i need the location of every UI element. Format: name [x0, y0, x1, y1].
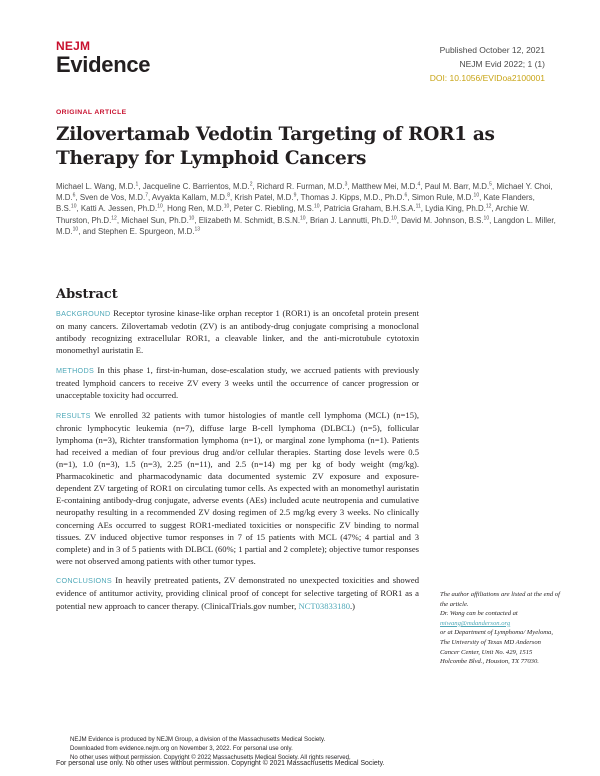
author-affiliation: 12 [485, 203, 492, 210]
author-name: Richard R. Furman, M.D. [256, 182, 345, 191]
published-date: Published October 12, 2021 [439, 45, 545, 55]
journal-logo[interactable] [56, 40, 150, 76]
page-footer [56, 735, 556, 771]
author-affiliation: 10 [70, 203, 77, 210]
author-name: Thomas J. Kipps, M.D., Ph.D. [300, 193, 405, 203]
author-affiliation: 10 [223, 203, 230, 210]
author [98, 227, 200, 236]
author-name: Patricia Graham, B.H.S.A. [323, 204, 416, 214]
author-affiliation: 10 [483, 214, 490, 221]
author-name: Avyakta Kallam, M.D. [151, 193, 228, 203]
affiliations-note: The author affiliations are listed at the end of the article. [440, 591, 560, 608]
doi-link[interactable]: DOI: 10.1056/EVIDoa2100001 [429, 73, 545, 83]
author-name: Archie W. Thurston, Ph.D. [56, 204, 530, 225]
author-name: Paul M. Barr, M.D. [424, 182, 490, 191]
abstract-methods [56, 364, 419, 401]
author-affiliation: 7 [145, 192, 148, 199]
author-name: Kate Flanders, B.S. [56, 193, 535, 214]
author [121, 216, 194, 225]
author-name: Sven de Vos, M.D. [79, 193, 146, 203]
abstract-body [56, 307, 419, 619]
author-name: Hong Ren, M.D. [167, 204, 224, 214]
results-label: RESULTS [56, 410, 91, 420]
methods-text: In this phase 1, first-in-human, dose-escalation study, we accrued patients with previously treated lymphoid cancers to receive ZV every 3 weeks until the occurrence of cancer progression or unacceptable toxicity had occurred. [56, 364, 419, 401]
author [310, 216, 397, 225]
author [80, 193, 148, 202]
author-sidenote [440, 590, 560, 667]
author-name: Michael Y. Choi, M.D. [56, 182, 553, 203]
footer-line-1: NEJM Evidence is produced by NEJM Group, a division of the Massachusetts Medical Society. [70, 736, 326, 743]
author-name: David M. Johnson, B.S. [401, 215, 484, 225]
conclusions-label: CONCLUSIONS [56, 576, 113, 586]
abstract-background [56, 307, 419, 356]
author-affiliation: 6 [72, 192, 76, 199]
methods-label: METHODS [56, 365, 95, 375]
author [401, 216, 489, 225]
logo-evidence: Evidence [56, 52, 151, 77]
conclusions-end: .) [350, 600, 356, 611]
trial-number-link[interactable]: NCT03833180 [298, 600, 350, 611]
author-name: Katti A. Jessen, Ph.D. [80, 204, 158, 214]
author-affiliation: 10 [300, 214, 306, 221]
author-name: Simon Rule, M.D. [411, 193, 474, 203]
publication-info [430, 43, 545, 85]
author [412, 193, 479, 202]
author-name: Michael L. Wang, M.D. [56, 182, 136, 191]
author [199, 216, 306, 225]
author-name: Langdon L. Miller, M.D. [56, 215, 556, 236]
author-affiliation: 11 [415, 203, 421, 210]
footer-line-2: Downloaded from evidence.nejm.org on November 3, 2022. For personal use only. [70, 745, 293, 752]
author [257, 182, 347, 191]
journal-citation: NEJM Evid 2022; 1 (1) [459, 59, 545, 69]
author-affiliation: 10 [72, 226, 79, 233]
author-affiliation: 1 [135, 181, 139, 188]
author-name: Stephen E. Spurgeon, M.D. [97, 226, 195, 236]
author-name: Matthew Mei, M.D. [351, 182, 418, 191]
author-name: Lydia King, Ph.D. [425, 204, 486, 214]
author-affiliation: 5 [489, 181, 492, 188]
article-type: ORIGINAL ARTICLE [56, 109, 127, 116]
author [167, 204, 229, 213]
author-affiliation: 9 [293, 192, 297, 199]
footer-line-3: No other uses without permission. Copyright © 2022 Massachusetts Medical Society. All rights reserved. [70, 754, 351, 761]
author-name: Krish Patel, M.D. [234, 193, 294, 203]
abstract-results [56, 409, 419, 567]
author-affiliation: 13 [194, 226, 201, 233]
author-name: Brian J. Lannutti, Ph.D. [309, 215, 392, 225]
abstract-heading: Abstract [56, 287, 118, 302]
conclusions-text: In heavily pretreated patients, ZV demonstrated no unexpected toxicities and showed evidence of antitumor activity, providing clinical proof of concept for selective targeting of ROR1 as a potential new approach to cancer therapy. (ClinicalTrials.gov number, [56, 575, 419, 611]
author-name: Jacqueline C. Barrientos, M.D. [142, 182, 250, 191]
author-affiliation: 8 [227, 192, 230, 199]
author-affiliation: 10 [473, 192, 480, 199]
author-affiliation: 3 [344, 181, 348, 188]
author-name: Elizabeth M. Schmidt, B.S.N. [198, 215, 301, 225]
contact-email-link[interactable]: miwang@mdanderson.org [440, 619, 511, 627]
author [143, 182, 253, 191]
results-text: We enrolled 32 patients with tumor histologies of mantle cell lymphoma (MCL) (n=15), chronic lymphocytic leukemia (n=7), diffuse large B-cell lymphoma (DLBCL) (n=5), follicular lymphoma (n=3), Richter transformation lymphoma (n=1), or marginal zone lymphoma (n=1). Patients had received a median of four previous drug and/or cellular therapies. Starting dose levels were 0.5 (n=1), 1.0 (n=3), 1.5 (n=3), 2.25 (n=11), and 2.5 (n=14) mg per kg of body weight (mg/kg). Pharmacokinetic and pharmacodynamic data documented systemic ZV exposure and exposure-dependent ZV targeting of ROR1 on circulating tumor cells. As expected with an monomethyl auristatin E-containing antibody-drug conjugate, adverse events (AEs) included acute neutropenia and cumulative neuropathy resulting in a recommended ZV dosing regimen of 2.5 mg/kg every 3 weeks. No clinically concerning AEs occurred to suggest ROR1-mediated toxicities or nonspecific ZV binding to normal tissues. ZV induced objective tumor responses in 7 of 15 patients with MCL (47%; 4 partial and 3 complete) and in 3 of 5 patients with DLBCL (60%; 1 partial and 2 complete); objective tumor responses were not observed among patients with other tumor types. [56, 409, 419, 566]
article-title: Zilovertamab Vedotin Targeting of ROR1 as Therapy for Lymphoid Cancers [56, 124, 495, 169]
author-name: Peter C. Riebling, M.S. [233, 204, 314, 214]
author [81, 204, 163, 213]
logo-nejm: NEJM [56, 39, 91, 53]
author-affiliation: 10 [313, 203, 320, 210]
author [352, 182, 421, 191]
author [425, 182, 492, 191]
author-affiliation: 10 [188, 214, 195, 221]
background-label: BACKGROUND [56, 309, 111, 318]
author [425, 204, 491, 213]
author [301, 193, 408, 202]
author [234, 193, 296, 202]
author [152, 193, 230, 202]
contact-intro: Dr. Wang can be contacted at [440, 610, 518, 618]
author [234, 204, 320, 213]
background-text: Receptor tyrosine kinase-like orphan receptor 1 (ROR1) is an oncofetal protein present on many cancers. Zilovertamab vedotin (ZV) is an antibody-drug conjugate comprising a monoclonal antibody recognizing extracellular ROR1, a cleavable linker, and the anti-microtubule cytotoxin monomethyl auristatin E. [56, 308, 419, 356]
author [324, 204, 421, 213]
author-affiliation: 10 [157, 203, 163, 210]
author-affiliation: 12 [111, 214, 117, 221]
author [56, 182, 138, 191]
author-affiliation: 4 [417, 181, 421, 188]
author-list: Michael L. Wang, M.D.$^1$, Jacqueline C. Barrientos, M.D.$^2$, Richard R. Furman, M.D.$^3$, Matthew Mei, M.D.$^4$, Paul M. Barr, M.D.$^5$, Michael Y. Choi, M.D.$^6$, Sven de Vos, M.D.$^7$, Avyakta Kallam, M.D.$^8$, Krish Patel, M.D.$^9$, Thomas J. Kipps, M.D., Ph.D.$^6$, Simon Rule, M.D.$^{10}$, Kate Flanders, B.S.$^{10}$, Katti A. Jessen, Ph.D.$^{10}$, Hong Ren, M.D.$^{10}$, Peter C. Riebling, M.S.$^{10}$, Patricia Graham, B.H.S.A.$^{11}$, Lydia King, Ph.D.$^{12}$, Archie W. Thurston, Ph.D.$^{12}$, Michael Sun, Ph.D.$^{10}$, Elizabeth M. Schmidt, B.S.N.$^{10}$, Brian J. Lannutti, Ph.D.$^{10}$, David M. Johnson, B.S.$^{10}$, Langdon L. Miller, M.D.$^{10}$, and Stephen E. Spurgeon, M.D.$^{13}$ [56, 181, 556, 236]
author-affiliation: 2 [249, 181, 253, 188]
abstract-conclusions [56, 574, 419, 611]
author-name: Michael Sun, Ph.D. [121, 215, 189, 225]
footer-line-4: For personal use only. No other uses without permission. Copyright © 2021 Massachusetts Medical Society. [56, 760, 385, 767]
author-affiliation: 10 [391, 214, 397, 221]
author-affiliation: 6 [404, 192, 408, 199]
contact-address: or at Department of Lymphoma/ Myeloma, The University of Texas MD Anderson Cancer Center, Unit No. 429, 1515 Holcombe Blvd., Houston, TX 77030. [440, 629, 553, 666]
